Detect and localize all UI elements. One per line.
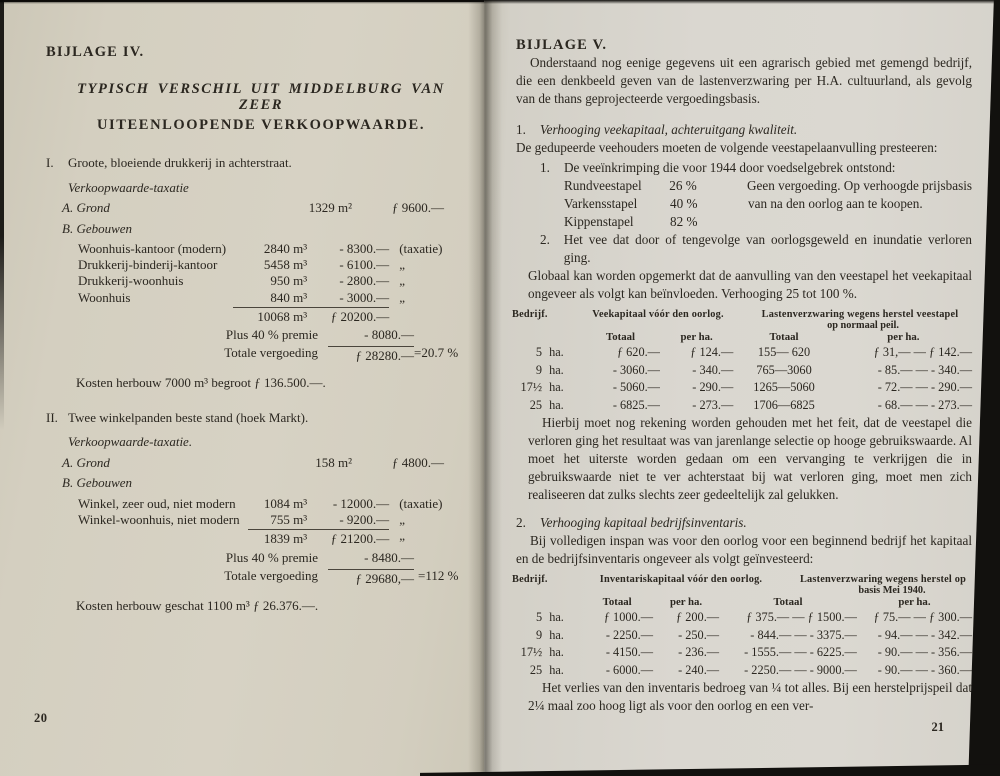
kosten-herbouw-1: Kosten herbouw 7000 m³ begroot ƒ 136.500.—. xyxy=(76,375,326,391)
cell-bedrijf-size: 17½ xyxy=(520,380,543,394)
cell-bedrijf-size: 25 xyxy=(529,662,543,677)
grond-row xyxy=(62,200,466,217)
cell-bedrijf-unit: ha. xyxy=(549,645,564,659)
table-row xyxy=(512,644,972,662)
table-row xyxy=(78,257,466,273)
section-2-subheading: Verkoopwaarde-taxatie. xyxy=(68,434,193,450)
cell-bedrijf-unit: ha. xyxy=(549,397,564,412)
sublist-number: 1. xyxy=(540,160,550,175)
building-note: „ xyxy=(399,512,405,528)
section-2-building-rows xyxy=(78,496,466,528)
page-left-heading: BIJLAGE IV. xyxy=(46,44,145,60)
section-numeral: I. xyxy=(46,155,54,170)
cell-lasten-totaal: 765—3060 xyxy=(756,362,812,377)
premie-amount: - 8080.— xyxy=(364,327,414,343)
cell-totaal: - 4150.— xyxy=(605,645,654,659)
sum-row xyxy=(78,528,466,547)
building-note: „ xyxy=(399,257,405,273)
building-volume: 950 m³ xyxy=(270,273,308,289)
title-line-2: UITEENLOOPENDE VERKOOPWAARDE. xyxy=(96,116,426,133)
subheader-perha-2: per ha. xyxy=(887,331,920,343)
cell-per-ha: - 236.— xyxy=(678,645,720,659)
table-row xyxy=(512,609,972,627)
cell-bedrijf-size: 5 xyxy=(536,610,543,624)
title-line-1: TYPISCH VERSCHIL UIT MIDDELBURG VAN ZEER xyxy=(77,80,445,113)
total-volume: 10068 m³ xyxy=(233,307,307,325)
item-title: Verhooging veekapitaal, achteruitgang kwaliteit. xyxy=(540,122,798,137)
grond-value: ƒ 9600.— xyxy=(392,200,444,215)
inventariskapitaal-table xyxy=(512,574,972,679)
cell-lasten-totaal: 1706—6825 xyxy=(753,397,815,412)
cell-bedrijf-unit: ha. xyxy=(549,627,564,642)
building-amount: - 12000.— xyxy=(332,495,390,511)
grond-label: A. Grond xyxy=(62,200,110,215)
cell-bedrijf-size: 9 xyxy=(536,627,543,642)
sublist-item-1 xyxy=(540,159,972,177)
cell-per-ha: - 273.— xyxy=(692,397,734,412)
building-note: (taxatie) xyxy=(399,495,443,511)
totale-value: ƒ 29680,— xyxy=(328,569,414,587)
page-right-heading: BIJLAGE V. xyxy=(516,37,608,53)
building-note: „ xyxy=(399,289,405,305)
building-description: Drukkerij-woonhuis xyxy=(78,273,184,289)
gebouwen-label: B. Gebouwen xyxy=(62,220,133,236)
cell-bedrijf-size: 25 xyxy=(529,397,543,412)
hierbij-paragraph: Hierbij moet nog rekening worden gehouden met het feit, dat de veestapel die verloren ging het resultaat was van jarenlange selectie op hooge gebruikswaarde. Al moet het uiterste worden gedaan om een vervanging te verkrijgen die in gebruikswaarde niet te ver achterstaat bij wat verloren ging, moet men zich realiseeren dat zulks slechts zeer gedeeltelijk zal gelukken. xyxy=(528,415,972,502)
grond-label: A. Grond xyxy=(62,454,110,470)
building-amount: - 8300.— xyxy=(339,241,390,256)
list-item xyxy=(564,195,972,213)
section-numeral: II. xyxy=(46,409,58,425)
cell-bedrijf-unit: ha. xyxy=(549,362,564,377)
sublist-text: De veeïnkrimping die voor 1944 door voedselgebrek ontstond: xyxy=(564,160,896,175)
total-note: „ xyxy=(399,528,405,544)
building-description: Winkel, zeer oud, niet modern xyxy=(78,495,236,511)
column-header-veekapitaal: Veekapitaal vóór den oorlog. xyxy=(592,309,724,320)
building-description: Woonhuis-kantoor (modern) xyxy=(78,241,227,256)
cell-bedrijf-unit: ha. xyxy=(549,345,564,359)
cell-totaal: - 3060.— xyxy=(612,362,660,377)
list-item xyxy=(564,177,972,195)
cell-per-ha: ƒ 200.— xyxy=(676,610,720,624)
table-row xyxy=(512,627,972,645)
cell-lasten-totaal: - 2250.— — - 9000.— xyxy=(744,662,857,677)
cell-per-ha: ƒ 124.— xyxy=(690,345,734,359)
list-item xyxy=(564,213,972,231)
building-note: „ xyxy=(399,273,405,289)
building-volume: 840 m³ xyxy=(270,289,308,305)
totale-vergoeding-row xyxy=(78,568,466,587)
building-amount: - 3000.— xyxy=(339,289,390,305)
cell-per-ha: - 290.— xyxy=(692,380,734,394)
stock-name: Varkensstapel xyxy=(564,196,638,211)
subheader-totaal-1: Totaal xyxy=(602,596,632,608)
subheader-totaal-1: Totaal xyxy=(606,331,636,343)
page-number-left: 20 xyxy=(34,711,48,725)
totale-label: Totale vergoeding xyxy=(224,345,318,361)
stock-note: van na den oorlog aan te koopen. xyxy=(748,196,923,211)
closing-paragraph: Het verlies van den inventaris bedroeg van ¼ tot alles. Bij een herstelprijspeil dat 2¼ maal zoo hoog ligt als voor den oorlog en een ver- xyxy=(528,680,972,713)
grond-area: 1329 m² xyxy=(308,200,352,215)
column-header-lastenverzwaring: Lastenverzwaring wegens herstel veestapel xyxy=(761,309,959,320)
building-volume: 1084 m³ xyxy=(263,495,308,511)
column-header-lastenverzwaring: Lastenverzwaring wegens herstel op xyxy=(799,574,967,585)
subheader-perha-2: per ha. xyxy=(898,596,931,608)
cell-lasten-per-ha: - 68.— — - 273.— xyxy=(877,397,973,412)
cell-lasten-totaal: ƒ 375.— — ƒ 1500.— xyxy=(746,610,857,624)
grond-value: ƒ 4800.— xyxy=(392,454,444,470)
subheader-totaal-2: Totaal xyxy=(769,331,799,343)
building-volume: 2840 m³ xyxy=(263,241,308,256)
building-amount: - 6100.— xyxy=(339,257,390,273)
totale-vergoeding-row xyxy=(78,345,466,364)
total-volume: 1839 m³ xyxy=(248,529,307,547)
table-row xyxy=(512,662,972,680)
subheader-perha-1: per ha. xyxy=(669,596,703,608)
premie-label: Plus 40 % premie xyxy=(225,549,318,565)
veekapitaal-table xyxy=(512,309,972,414)
table-row xyxy=(78,496,466,512)
cell-lasten-per-ha: - 72.— — - 290.— xyxy=(877,380,973,394)
premie-row xyxy=(78,327,466,343)
stock-percentage: 26 % xyxy=(669,178,697,193)
table-row xyxy=(512,379,972,397)
totale-value: ƒ 28280.— xyxy=(328,346,414,364)
column-header-normaal-peil: op normaal peil. xyxy=(827,320,899,331)
sum-row xyxy=(78,306,466,325)
sublist-item-2 xyxy=(540,231,972,267)
cell-bedrijf-unit: ha. xyxy=(549,662,564,677)
cell-lasten-per-ha: - 90.— — - 356.— xyxy=(877,645,972,659)
premie-amount: - 8480.— xyxy=(364,549,414,565)
cell-totaal: ƒ 1000.— xyxy=(603,610,654,624)
sublist-number: 2. xyxy=(540,232,550,247)
table-row xyxy=(78,512,466,528)
building-description: Woonhuis xyxy=(78,289,131,305)
stock-name: Kippenstapel xyxy=(564,214,634,229)
column-header-basis-mei: basis Mei 1940. xyxy=(858,585,926,596)
stock-note xyxy=(716,213,748,231)
table-row xyxy=(512,344,972,362)
item-2-heading xyxy=(516,514,972,532)
premie-row xyxy=(78,550,466,566)
globaal-paragraph: Globaal kan worden opgemerkt dat de aanvulling van den veestapel het veekapitaal ongeveer als volgt kan beïnvloeden. Verhooging 25 tot 100 %. xyxy=(528,268,972,301)
cell-lasten-totaal: - 844.— — - 3375.— xyxy=(750,627,857,642)
subheader-totaal-2: Totaal xyxy=(773,596,803,608)
totale-pct: =20.7 % xyxy=(414,345,459,361)
section-1-subheading: Verkoopwaarde-taxatie xyxy=(68,179,189,195)
item-2-lead: Bij volledigen inspan was voor den oorlog voor een beginnend bedrijf het kapitaal en de bedrijfsinventaris ongeveer als volgt geïnvesteerd: xyxy=(516,533,972,566)
stock-percentage: 82 % xyxy=(670,214,698,229)
item-1-heading xyxy=(516,121,972,139)
section-title: Twee winkelpanden beste stand (hoek Markt). xyxy=(68,409,309,425)
building-volume: 5458 m³ xyxy=(263,257,308,273)
kosten-herbouw-2: Kosten herbouw geschat 1100 m³ ƒ 26.376.—. xyxy=(76,597,319,613)
cell-bedrijf-unit: ha. xyxy=(549,380,564,394)
cell-bedrijf-size: 17½ xyxy=(520,645,543,659)
stock-percentage: 40 % xyxy=(670,196,698,211)
photo-edge-top xyxy=(0,0,1000,4)
cell-lasten-totaal: 155— 620 xyxy=(757,345,811,359)
cell-lasten-totaal: 1265—5060 xyxy=(753,380,815,394)
totale-label: Totale vergoeding xyxy=(224,567,318,583)
cell-bedrijf-size: 5 xyxy=(535,345,543,359)
gebouwen-label: B. Gebouwen xyxy=(62,475,133,491)
cell-lasten-per-ha: - 94.— — - 342.— xyxy=(877,627,972,642)
building-description: Drukkerij-binderij-kantoor xyxy=(78,257,218,273)
column-header-bedrijf: Bedrijf. xyxy=(512,309,548,320)
page-right xyxy=(484,0,1000,776)
sublist-text: Het vee dat door of tengevolge van oorlogsgeweld en inundatie verloren ging. xyxy=(563,232,972,265)
cell-totaal: - 2250.— xyxy=(605,627,654,642)
building-amount: - 2800.— xyxy=(339,273,390,289)
item-title: Verhooging kapitaal bedrijfsinventaris. xyxy=(540,515,747,530)
building-volume: 755 m³ xyxy=(270,512,308,528)
column-header-inventariskapitaal: Inventariskapitaal vóór den oorlog. xyxy=(599,574,763,585)
building-amount: - 9200.— xyxy=(339,512,390,528)
grond-row xyxy=(62,455,466,472)
veestapel-list xyxy=(516,177,972,231)
table-row xyxy=(78,273,466,289)
subheader-perha-1: per ha. xyxy=(680,331,713,343)
cell-totaal: ƒ 620.— xyxy=(616,345,660,359)
cell-lasten-per-ha: - 85.— — - 340.— xyxy=(877,362,973,377)
cell-per-ha: - 240.— xyxy=(678,662,720,677)
building-note: (taxatie) xyxy=(399,241,443,256)
item-number: 2. xyxy=(516,515,526,530)
grond-area: 158 m² xyxy=(315,454,352,470)
section-1-building-rows xyxy=(78,241,466,306)
cell-per-ha: - 340.— xyxy=(692,362,734,377)
premie-label: Plus 40 % premie xyxy=(225,327,318,343)
cell-bedrijf-unit: ha. xyxy=(549,610,564,624)
cell-lasten-per-ha: ƒ 31,— — ƒ 142.— xyxy=(873,345,973,359)
cell-lasten-per-ha: ƒ 75.— — ƒ 300.— xyxy=(873,610,972,624)
total-amount: ƒ 20200.— xyxy=(307,307,389,325)
cell-bedrijf-size: 9 xyxy=(535,362,543,377)
cell-lasten-per-ha: - 90.— — - 360.— xyxy=(877,662,972,677)
page-left-title xyxy=(56,81,466,134)
page-left xyxy=(0,2,484,776)
totale-pct: =112 % xyxy=(418,567,459,583)
table-row xyxy=(512,362,972,380)
section-1-heading xyxy=(46,155,466,172)
page-number-right: 21 xyxy=(931,720,944,734)
cell-totaal: - 6825.— xyxy=(612,397,660,412)
building-description: Winkel-woonhuis, niet modern xyxy=(78,512,240,528)
section-title: Groote, bloeiende drukkerij in achterstraat. xyxy=(68,155,292,170)
stock-note: Geen vergoeding. Op verhoogde prijsbasis xyxy=(747,178,972,193)
total-amount: ƒ 21200.— xyxy=(307,529,389,547)
table-row xyxy=(78,290,466,306)
section-2-heading xyxy=(46,410,466,427)
table-row xyxy=(512,397,972,415)
cell-totaal: - 6000.— xyxy=(605,662,654,677)
item-1-lead: De gedupeerde veehouders moeten de volgende veestapelaanvulling presteeren: xyxy=(516,140,938,155)
table-row xyxy=(78,241,466,257)
column-header-bedrijf: Bedrijf. xyxy=(512,574,548,585)
stock-name: Rundveestapel xyxy=(564,178,642,193)
cell-per-ha: - 250.— xyxy=(678,627,720,642)
item-number: 1. xyxy=(516,122,526,137)
cell-lasten-totaal: - 1555.— — - 6225.— xyxy=(744,645,857,659)
photo-edge-left xyxy=(0,0,4,430)
intro-paragraph: Onderstaand nog eenige gegevens uit een agrarisch gebied met gemengd bedrijf, die een denkbeeld geven van de lastenverzwaring per H.A. cultuurland, als gevolg van de thans geprojecteerde vergoedingsbasis. xyxy=(516,55,972,106)
cell-totaal: - 5060.— xyxy=(612,380,660,394)
